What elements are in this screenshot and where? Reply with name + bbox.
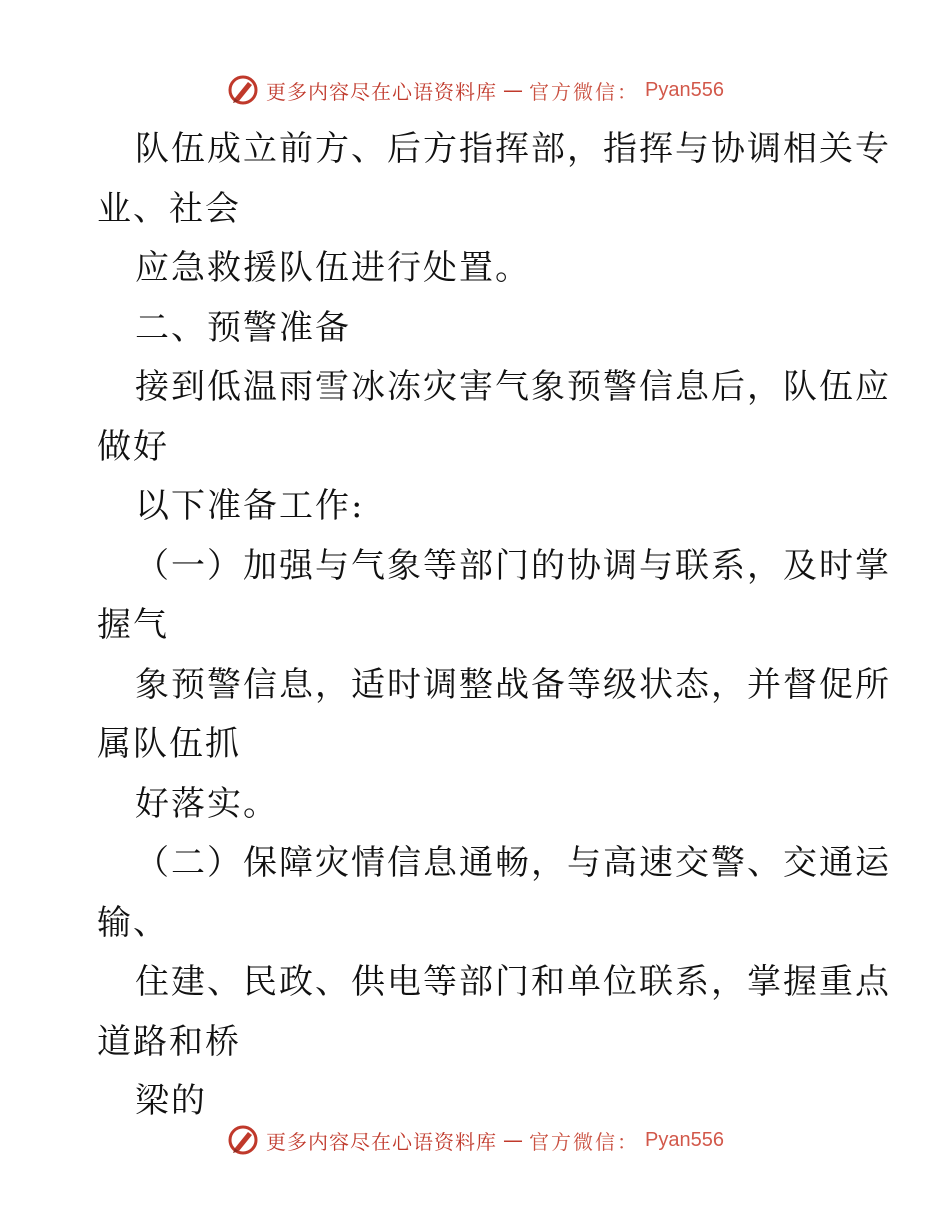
- text-line: 二、预警准备: [135, 307, 351, 348]
- text-line: 接到低温雨雪冰冻灾害气象预警信息后，队伍应: [135, 367, 891, 407]
- text-line: 握气: [97, 605, 169, 645]
- text-line: 属队伍抓: [97, 724, 241, 764]
- text-line: 道路和桥: [97, 1021, 241, 1062]
- pen-logo-icon: [226, 73, 260, 107]
- text-line: 队伍成立前方、后方指挥部，指挥与协调相关专: [135, 129, 891, 169]
- text-line: 以下准备工作:: [135, 486, 365, 526]
- watermark-separator: —: [503, 1128, 524, 1152]
- text-line: 输、: [97, 902, 169, 943]
- text-line: 业、社会: [97, 188, 241, 229]
- text-line: （二）保障灾情信息通畅，与高速交警、交通运: [135, 843, 891, 883]
- text-line: 象预警信息，适时调整战备等级状态，并督促所: [135, 664, 891, 705]
- document-body: [97, 120, 891, 1132]
- text-line: 住建、民政、供电等部门和单位联系，掌握重点: [135, 962, 891, 1002]
- footer-watermark: [0, 1120, 950, 1160]
- watermark-separator: —: [503, 78, 524, 102]
- watermark-label: 官方微信：: [529, 79, 640, 104]
- text-line: 应急救援队伍进行处置。: [135, 248, 531, 288]
- watermark-wechat-id: Pyan556: [645, 78, 724, 101]
- text-line: 好落实。: [135, 783, 279, 824]
- pen-logo-icon: [226, 1123, 260, 1157]
- text-line: 做好: [97, 426, 169, 467]
- header-watermark: [0, 70, 950, 110]
- watermark-main-text: 更多内容尽在心语资料库: [266, 1129, 498, 1154]
- text-line: 梁的: [135, 1081, 207, 1121]
- watermark-wechat-id: Pyan556: [645, 1128, 724, 1151]
- watermark-main-text: 更多内容尽在心语资料库: [266, 79, 498, 104]
- text-line: （一）加强与气象等部门的协调与联系，及时掌: [135, 545, 891, 586]
- watermark-label: 官方微信：: [529, 1129, 640, 1154]
